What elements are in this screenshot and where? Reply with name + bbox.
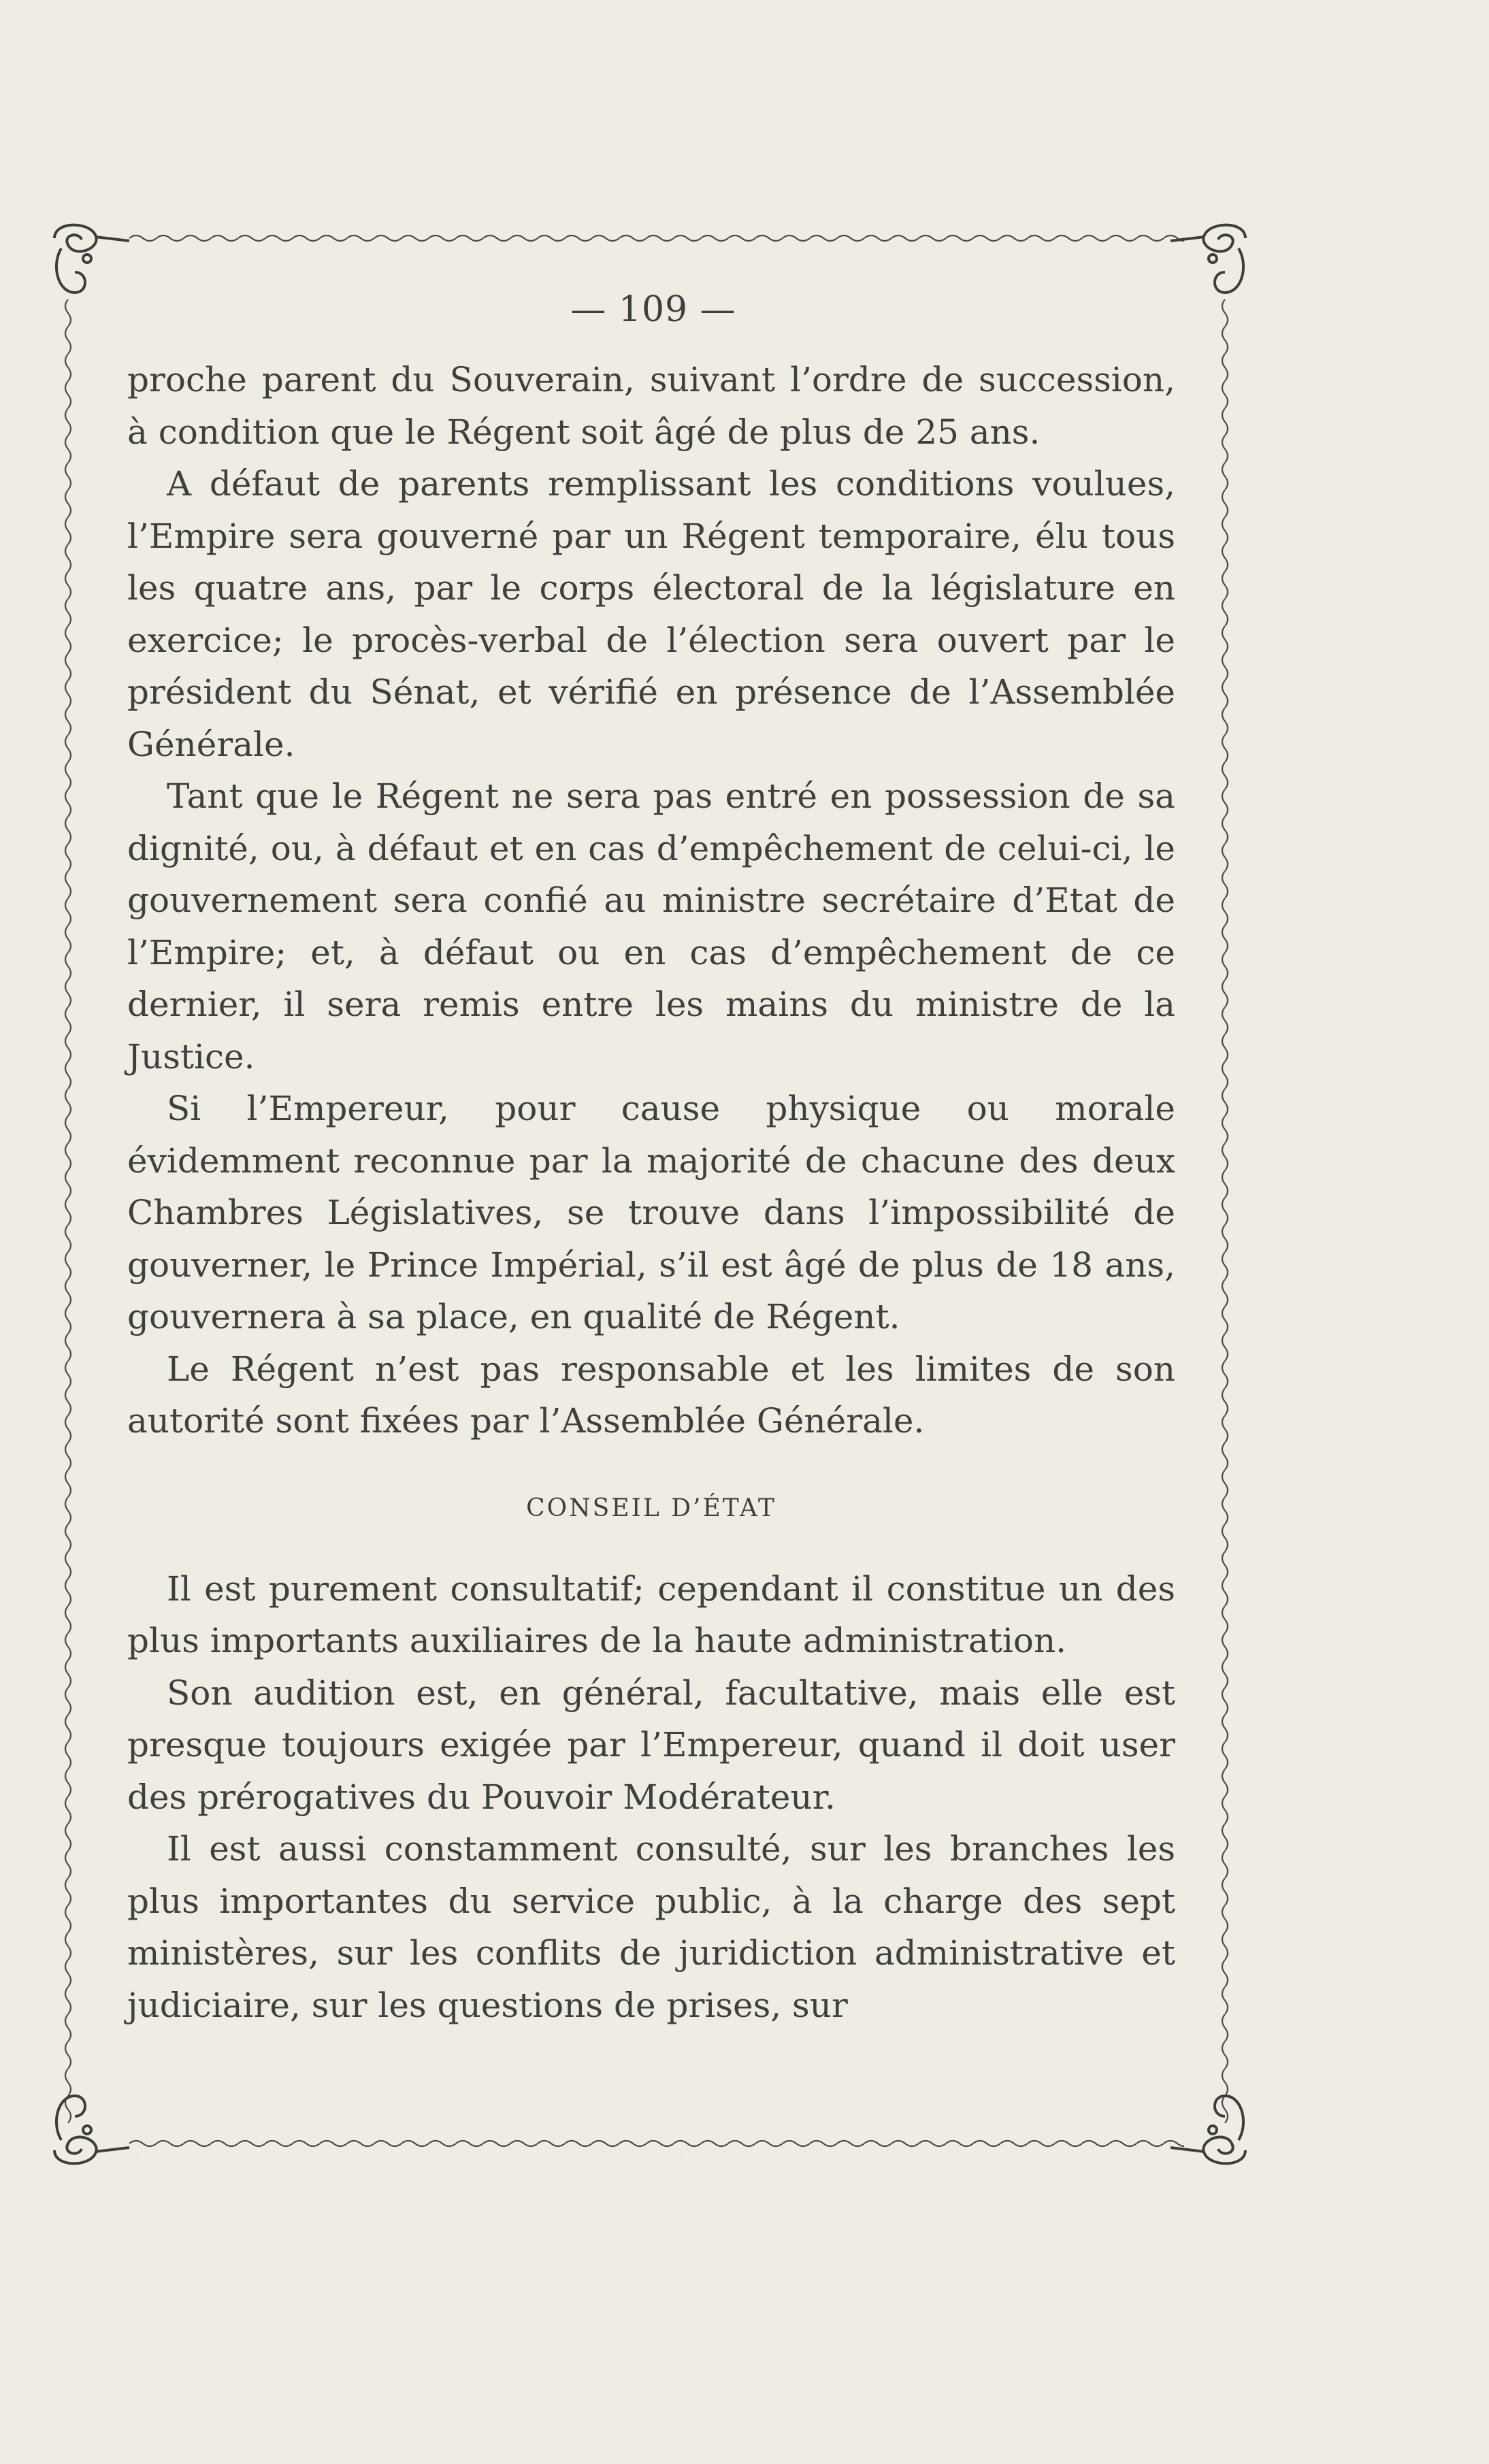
paragraph: Le Régent n’est pas responsable et les limites de son autorité sont fixées par l’Assemblée Générale. [127, 1349, 1175, 1441]
paragraph-continuation: proche parent du Souverain, suivant l’ordre de succession, à condition que le Régent soit âgé de plus de 25 ans. [127, 360, 1175, 452]
paragraph: Il est purement consultatif; cependant il constitue un des plus importants auxiliaires de la haute administration. [127, 1568, 1175, 1660]
paragraph: Tant que le Régent ne sera pas entré en possession de sa dignité, ou, à défaut et en cas d’empêchement de celui-ci, le gouvernement sera confié au ministre secrétaire d’Etat de l’Empire; et, à défaut ou en cas d’empêchement de ce dernier, il sera remis entre les mains du ministre de la Justice. [127, 776, 1175, 1077]
left-border-line [60, 299, 73, 2123]
page-number: — 109 — [570, 289, 736, 330]
right-border-line [1218, 299, 1232, 2123]
paragraph: Son audition est, en général, facultative, mais elle est presque toujours exigée par l’Empereur, quand il doit user des prérogatives du Pouvoir Modérateur. [127, 1673, 1175, 1817]
page-body-text [127, 354, 1175, 2031]
top-border-line [129, 235, 1184, 248]
paragraph: A défaut de parents remplissant les conditions voulues, l’Empire sera gouverné par un Régent temporaire, élu tous les quatre ans, par le corps électoral de la législature en exercice; le procès-verbal de l’élection sera ouvert par le président du Sénat, et vérifié en présence de l’Assemblée Générale. [127, 464, 1175, 764]
bottom-border-line [129, 2140, 1184, 2154]
section-heading: CONSEIL D’ÉTAT [526, 1494, 776, 1522]
corner-ornament-top-left [54, 225, 129, 293]
paragraph: Il est aussi constamment consulté, sur les branches les plus importantes du service public, à la charge des sept ministères, sur les conflits de juridiction administrative et judiciaire, sur les questions de prises, sur [127, 1829, 1175, 2025]
paragraph: Si l’Empereur, pour cause physique ou morale évidemment reconnue par la majorité de chacune des deux Chambres Législatives, se trouve dans l’impossibilité de gouverner, le Prince Impérial, s’il est âgé de plus de 18 ans, gouvernera à sa place, en qualité de Régent. [127, 1089, 1175, 1336]
